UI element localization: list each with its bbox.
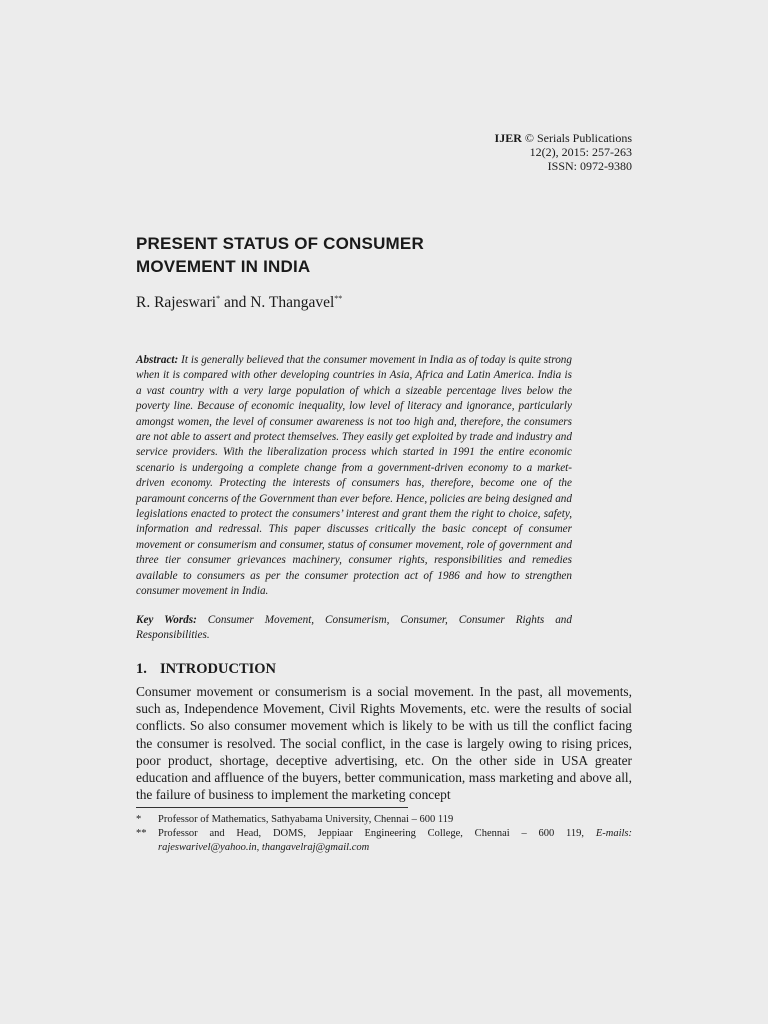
author-2: N. Thangavel	[250, 294, 335, 311]
footnote-2-text: Professor and Head, DOMS, Jeppiaar Engineering College, Chennai – 600 119,	[158, 828, 596, 839]
footnote-2	[136, 827, 632, 855]
footnotes	[136, 813, 632, 855]
paper-title-line2: MOVEMENT IN INDIA	[136, 257, 311, 276]
abstract	[136, 353, 572, 600]
journal-volume: 12(2), 2015: 257-263	[529, 145, 632, 159]
abstract-text: It is generally believed that the consumer movement in India as of today is quite strong when it is compared with other developing countries in Asia, Africa and Latin America. India is a vast country with a very large population of which a sizeable percentage lives below the poverty line. Because of economic inequality, low level of literacy and ignorance, particularly amongst women, the level of consumer awareness is not too high and, therefore, the consumers are not able to assert and protect themselves. They easily get exploited by trade and industry and service providers. With the liberalization process which started in 1991 the entire economic scenario is undergoing a complete change from a government-driven economy to a market-driven economy. Protecting the interests of consumers has, therefore, become one of the paramount concerns of the Government than ever before. Hence, policies are being designed and legislations enacted to protect the consumers’ interest and grant them the right to choice, safety, information and redressal. This paper discusses critically the basic concept of consumer movement or consumerism and consumer, status of consumer movement, role of government and three tier consumer grievances machinery, consumer rights, responsibilities and remedies available to consumers as per the consumer protection act of 1986 and how to strengthen consumer movement in India.	[136, 354, 572, 598]
journal-publisher: © Serials Publications	[524, 131, 632, 145]
footnote-2-emails: rajeswarivel@yahoo.in, thangavelraj@gmail.com	[158, 842, 370, 853]
section-heading	[136, 661, 276, 678]
footnote-2-email-label: E-mails:	[595, 828, 632, 839]
journal-abbrev: IJER	[494, 131, 522, 145]
author-conjunction: and	[220, 294, 251, 311]
author-1-mark: *	[216, 294, 221, 303]
keywords	[136, 613, 572, 644]
journal-issn: ISSN: 0972-9380	[547, 159, 632, 173]
footnote-divider	[136, 807, 408, 808]
introduction-paragraph: Consumer movement or consumerism is a social movement. In the past, all movements, such as, Independence Movement, Civil Rights Movements, etc. were the results of social conflicts. So also consumer movement which is likely to be with us till the conflict facing the consumer is resolved. The social conflict, in the case is largely owing to rising prices, poor product, shortage, deceptive advertising, etc. On the other side in USA greater education and affluence of the buyers, better communication, mass marketing and above all, the failure of business to implement the marketing concept	[136, 684, 632, 803]
author-1: R. Rajeswari	[136, 294, 217, 311]
journal-line-publisher	[495, 131, 632, 145]
footnote-1	[136, 813, 632, 827]
footnote-1-text: Professor of Mathematics, Sathyabama University, Chennai – 600 119	[158, 814, 454, 825]
author-line	[136, 290, 342, 312]
section-title: INTRODUCTION	[160, 661, 277, 677]
paper-title-line1: PRESENT STATUS OF CONSUMER	[136, 234, 424, 253]
author-2-mark: **	[334, 294, 343, 303]
footnote-1-mark: *	[136, 814, 142, 825]
keywords-text: Consumer Movement, Consumerism, Consumer, Consumer Rights and Responsibilities.	[136, 614, 572, 642]
keywords-label: Key Words:	[136, 614, 197, 626]
journal-info	[495, 131, 632, 173]
section-number: 1.	[136, 661, 147, 677]
paper-title	[136, 232, 636, 278]
abstract-label: Abstract:	[136, 354, 179, 366]
footnote-2-mark: **	[136, 828, 147, 839]
